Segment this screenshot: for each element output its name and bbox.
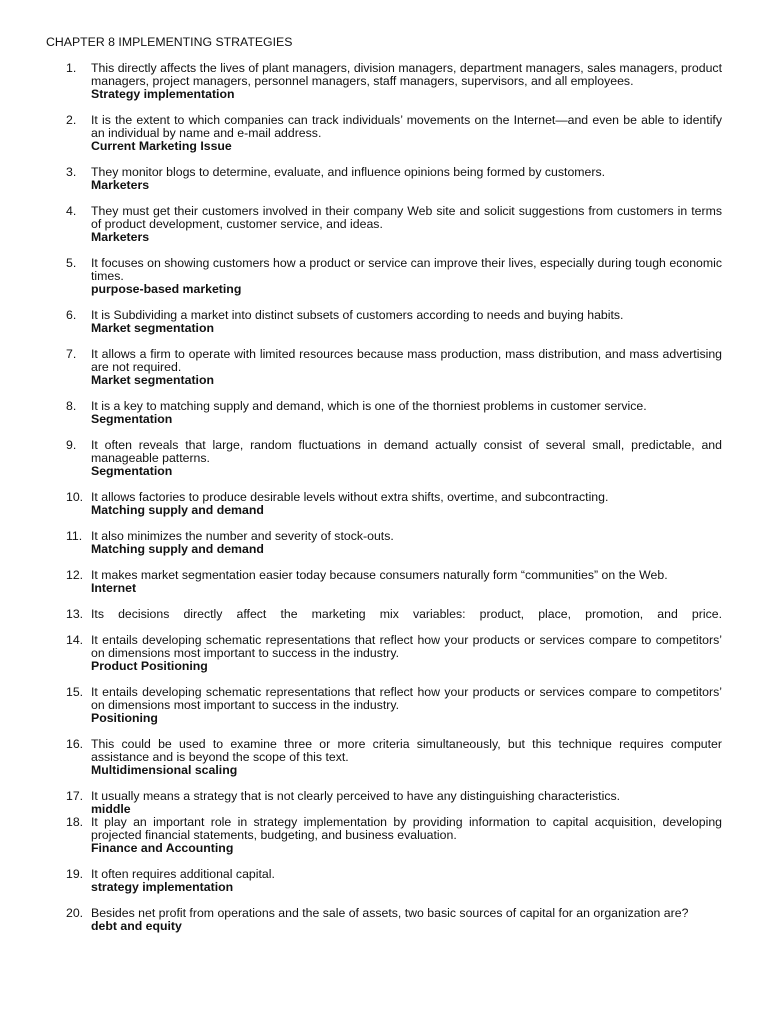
answer-text: Product Positioning — [91, 659, 208, 673]
answer-text: Finance and Accounting — [91, 841, 234, 855]
list-item — [0, 569, 768, 595]
question-text: It allows a firm to operate with limited resources because mass production, mass distribution, and mass advertising are not required. — [91, 347, 722, 374]
answer-text: Current Marketing Issue — [91, 139, 232, 153]
question-text: It allows factories to produce desirable levels without extra shifts, overtime, and subcontracting. — [91, 490, 609, 504]
answer-text: Matching supply and demand — [91, 542, 264, 556]
question-text: It also minimizes the number and severity of stock-outs. — [91, 529, 394, 543]
item-number: 8. — [66, 399, 77, 413]
question-text: They must get their customers involved in their company Web site and solicit suggestions from customers in terms of product development, customer service, and ideas. — [91, 204, 722, 231]
question-list — [0, 62, 768, 946]
list-item — [0, 790, 768, 816]
list-item — [0, 205, 768, 244]
list-item — [0, 530, 768, 556]
list-item — [0, 738, 768, 777]
answer-text: Marketers — [91, 230, 150, 244]
question-text: They monitor blogs to determine, evaluate, and influence opinions being formed by customers. — [91, 165, 606, 179]
item-number: 4. — [66, 204, 77, 218]
list-item — [0, 634, 768, 673]
list-item — [0, 907, 768, 933]
list-item — [0, 166, 768, 192]
item-number: 2. — [66, 113, 77, 127]
answer-text: purpose-based marketing — [91, 282, 242, 296]
list-item — [0, 309, 768, 335]
answer-text: Marketers — [91, 178, 150, 192]
item-number: 17. — [66, 789, 84, 803]
item-number: 16. — [66, 737, 84, 751]
page-title: CHAPTER 8 IMPLEMENTING STRATEGIES — [46, 35, 293, 49]
item-number: 12. — [66, 568, 84, 582]
question-text: It entails developing schematic representations that reflect how your products or services compare to competitors’ on dimensions most important to success in the industry. — [91, 685, 722, 712]
list-item — [0, 868, 768, 894]
question-text: It is Subdividing a market into distinct subsets of customers according to needs and buying habits. — [91, 308, 624, 322]
question-text: It is the extent to which companies can track individuals’ movements on the Internet—and even be able to identify an individual by name and e-mail address. — [91, 113, 722, 140]
answer-text: Internet — [91, 581, 137, 595]
item-number: 3. — [66, 165, 77, 179]
answer-text: Strategy implementation — [91, 87, 235, 101]
item-number: 15. — [66, 685, 84, 699]
answer-text: Segmentation — [91, 464, 173, 478]
list-item — [0, 62, 768, 101]
answer-text: Matching supply and demand — [91, 503, 264, 517]
question-text: It focuses on showing customers how a product or service can improve their lives, especially during tough economic times. — [91, 256, 722, 283]
item-number: 1. — [66, 61, 77, 75]
list-item — [0, 348, 768, 387]
list-item — [0, 608, 768, 621]
item-number: 5. — [66, 256, 77, 270]
list-item — [0, 686, 768, 725]
answer-text: Segmentation — [91, 412, 173, 426]
list-item — [0, 491, 768, 517]
answer-text: Market segmentation — [91, 373, 214, 387]
question-text: It makes market segmentation easier today because consumers naturally form “communities” on the Web. — [91, 568, 668, 582]
question-text: This directly affects the lives of plant managers, division managers, department managers, sales managers, product managers, project managers, personnel managers, staff managers, supervisors, and all employees. — [91, 61, 722, 88]
item-number: 13. — [66, 607, 84, 621]
item-number: 9. — [66, 438, 77, 452]
question-text: It usually means a strategy that is not clearly perceived to have any distinguishing characteristics. — [91, 789, 621, 803]
answer-text: Market segmentation — [91, 321, 214, 335]
list-item — [0, 257, 768, 296]
question-text: Its decisions directly affect the marketing mix variables: product, place, promotion, and price. — [91, 607, 722, 621]
item-number: 18. — [66, 815, 84, 829]
item-number: 14. — [66, 633, 84, 647]
item-number: 19. — [66, 867, 84, 881]
answer-text: debt and equity — [91, 919, 182, 933]
item-number: 11. — [66, 529, 83, 543]
question-text: It often requires additional capital. — [91, 867, 275, 881]
answer-text: middle — [91, 802, 131, 816]
question-text: It is a key to matching supply and demand, which is one of the thorniest problems in customer service. — [91, 399, 647, 413]
question-text: It play an important role in strategy implementation by providing information to capital acquisition, developing projected financial statements, budgeting, and business evaluation. — [91, 815, 722, 842]
answer-text: Positioning — [91, 711, 158, 725]
question-text: This could be used to examine three or more criteria simultaneously, but this technique requires computer assistance and is beyond the scope of this text. — [91, 737, 722, 764]
item-number: 6. — [66, 308, 77, 322]
list-item — [0, 114, 768, 153]
list-item — [0, 439, 768, 478]
answer-text: Multidimensional scaling — [91, 763, 238, 777]
question-text: Besides net profit from operations and the sale of assets, two basic sources of capital for an organization are? — [91, 906, 689, 920]
question-text: It often reveals that large, random fluctuations in demand actually consist of several small, predictable, and manageable patterns. — [91, 438, 722, 465]
item-number: 10. — [66, 490, 84, 504]
list-item — [0, 400, 768, 426]
item-number: 7. — [66, 347, 77, 361]
question-text: It entails developing schematic representations that reflect how your products or services compare to competitors’ on dimensions most important to success in the industry. — [91, 633, 722, 660]
item-number: 20. — [66, 906, 84, 920]
answer-text: strategy implementation — [91, 880, 234, 894]
list-item — [0, 816, 768, 855]
